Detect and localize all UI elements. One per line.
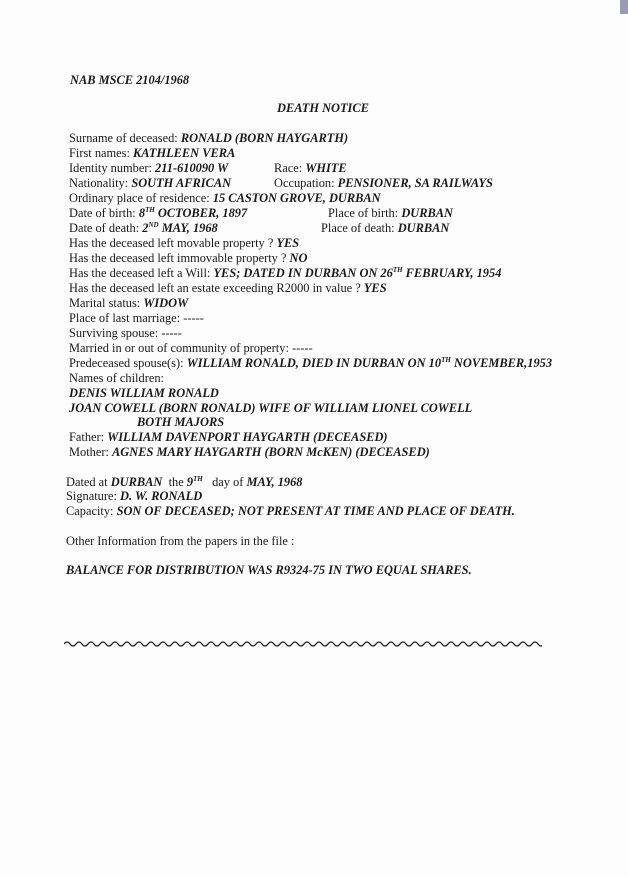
movable-row xyxy=(69,236,299,251)
dated-place: DURBAN xyxy=(110,475,163,489)
mother-value: AGNES MARY HAYGARTH (BORN McKEN) (DECEASED) xyxy=(112,445,430,459)
dod-row xyxy=(69,221,218,236)
dod-day: 2 xyxy=(142,221,149,235)
dod-suffix: ND xyxy=(148,221,159,229)
estate-label: Has the deceased left an estate exceeding R2000 in value ? xyxy=(69,281,361,295)
residence-label: Ordinary place of residence: xyxy=(69,191,210,205)
page-title: DEATH NOTICE xyxy=(277,101,369,115)
capacity-value: SON OF DECEASED; NOT PRESENT AT TIME AND PLACE OF DEATH. xyxy=(116,504,515,518)
last-marriage-value: ----- xyxy=(183,311,204,325)
occupation-row xyxy=(274,176,493,191)
first-names-row xyxy=(69,146,235,161)
dod-value xyxy=(142,221,217,235)
day-of-label: day of xyxy=(212,475,244,489)
identity-label: Identity number: xyxy=(69,161,152,175)
pod-label: Place of death: xyxy=(321,221,395,235)
immovable-label: Has the deceased left immovable property ? xyxy=(69,251,287,265)
occupation-value: PENSIONER, SA RAILWAYS xyxy=(337,176,493,190)
will-label: Has the deceased left a Will: xyxy=(69,266,211,280)
dated-day-suffix: TH xyxy=(193,475,203,483)
children-label: Names of children: xyxy=(69,371,164,385)
last-marriage-label: Place of last marriage: xyxy=(69,311,181,325)
will-value xyxy=(213,266,501,280)
first-names-label: First names: xyxy=(69,146,130,160)
nationality-value: SOUTH AFRICAN xyxy=(131,176,232,190)
balance-note: BALANCE FOR DISTRIBUTION WAS R9324-75 IN TWO EQUAL SHARES. xyxy=(66,563,472,577)
predeceased-row xyxy=(69,356,552,371)
dated-row xyxy=(66,475,303,490)
surname-row xyxy=(69,131,348,146)
nationality-row xyxy=(69,176,231,191)
identity-value: 211-610090 W xyxy=(155,161,229,175)
nationality-label: Nationality: xyxy=(69,176,129,190)
signature-row xyxy=(66,489,202,504)
dob-suffix: TH xyxy=(145,206,155,214)
dated-label: Dated at xyxy=(66,475,108,489)
dob-row xyxy=(69,206,247,221)
dod-rest: MAY, 1968 xyxy=(161,221,218,235)
reference-number: NAB MSCE 2104/1968 xyxy=(70,73,190,87)
residence-value: 15 CASTON GROVE, DURBAN xyxy=(212,191,381,205)
pod-value: DURBAN xyxy=(397,221,450,235)
immovable-row xyxy=(69,251,307,266)
mother-label: Mother: xyxy=(69,445,109,459)
predeceased-value xyxy=(187,356,552,370)
estate-value: YES xyxy=(363,281,387,295)
father-value: WILLIAM DAVENPORT HAYGARTH (DECEASED) xyxy=(107,430,388,444)
dated-day xyxy=(187,475,203,489)
surviving-spouse-value: ----- xyxy=(161,326,182,340)
first-names-value: KATHLEEN VERA xyxy=(133,146,236,160)
father-label: Father: xyxy=(69,430,105,444)
signature-value: D. W. RONALD xyxy=(120,489,203,503)
pob-value: DURBAN xyxy=(401,206,453,220)
occupation-label: Occupation: xyxy=(274,176,335,190)
estate-row xyxy=(69,281,387,296)
will-value-b: FEBRUARY, 1954 xyxy=(405,266,502,280)
father-row xyxy=(69,430,388,445)
mother-row xyxy=(69,445,430,460)
will-suffix: TH xyxy=(392,266,403,274)
surname-value: RONALD (BORN HAYGARTH) xyxy=(180,131,349,145)
capacity-label: Capacity: xyxy=(66,504,114,518)
dated-month: MAY, 1968 xyxy=(246,475,303,489)
movable-label: Has the deceased left movable property ? xyxy=(69,236,274,250)
last-marriage-row xyxy=(69,311,204,326)
dod-label: Date of death: xyxy=(69,221,140,235)
dob-day: 8 xyxy=(138,206,146,220)
marital-value: WIDOW xyxy=(143,296,189,310)
immovable-value: NO xyxy=(289,251,308,265)
child-1: DENIS WILLIAM RONALD xyxy=(69,386,219,400)
children-note: BOTH MAJORS xyxy=(137,415,225,429)
pod-row xyxy=(321,221,449,236)
pob-label: Place of birth: xyxy=(328,206,399,220)
signature-label: Signature: xyxy=(66,489,117,503)
race-value: WHITE xyxy=(305,161,347,175)
community-label: Married in or out of community of property: xyxy=(69,341,289,355)
predeceased-value-b: NOVEMBER,1953 xyxy=(453,356,553,370)
marital-label: Marital status: xyxy=(69,296,141,310)
dob-value xyxy=(139,206,247,220)
predeceased-label: Predeceased spouse(s): xyxy=(69,356,184,370)
dob-label: Date of birth: xyxy=(69,206,136,220)
surname-label: Surname of deceased: xyxy=(69,131,178,145)
community-row xyxy=(69,341,313,356)
movable-value: YES xyxy=(276,236,300,250)
the-label: the xyxy=(168,475,184,489)
surviving-spouse-label: Surviving spouse: xyxy=(69,326,159,340)
community-value: ----- xyxy=(292,341,313,355)
race-label: Race: xyxy=(274,161,303,175)
will-value-a: YES; DATED IN DURBAN ON 26 xyxy=(213,266,393,280)
capacity-row xyxy=(66,504,515,519)
pob-row xyxy=(328,206,453,221)
child-2: JOAN COWELL (BORN RONALD) WIFE OF WILLIAM LIONEL COWELL xyxy=(69,401,473,415)
other-info-label: Other Information from the papers in the file : xyxy=(66,534,295,548)
predeceased-value-a: WILLIAM RONALD, DIED IN DURBAN ON 10 xyxy=(186,356,442,370)
dated-day-number: 9 xyxy=(186,475,194,489)
marital-row xyxy=(69,296,188,311)
scan-corner-mark xyxy=(620,0,628,14)
identity-row xyxy=(69,161,228,176)
predeceased-suffix: TH xyxy=(441,356,451,364)
residence-row xyxy=(69,191,381,206)
wavy-divider xyxy=(64,636,542,652)
race-row xyxy=(274,161,347,176)
dob-rest: OCTOBER, 1897 xyxy=(157,206,248,220)
surviving-spouse-row xyxy=(69,326,182,341)
will-row xyxy=(69,266,501,281)
